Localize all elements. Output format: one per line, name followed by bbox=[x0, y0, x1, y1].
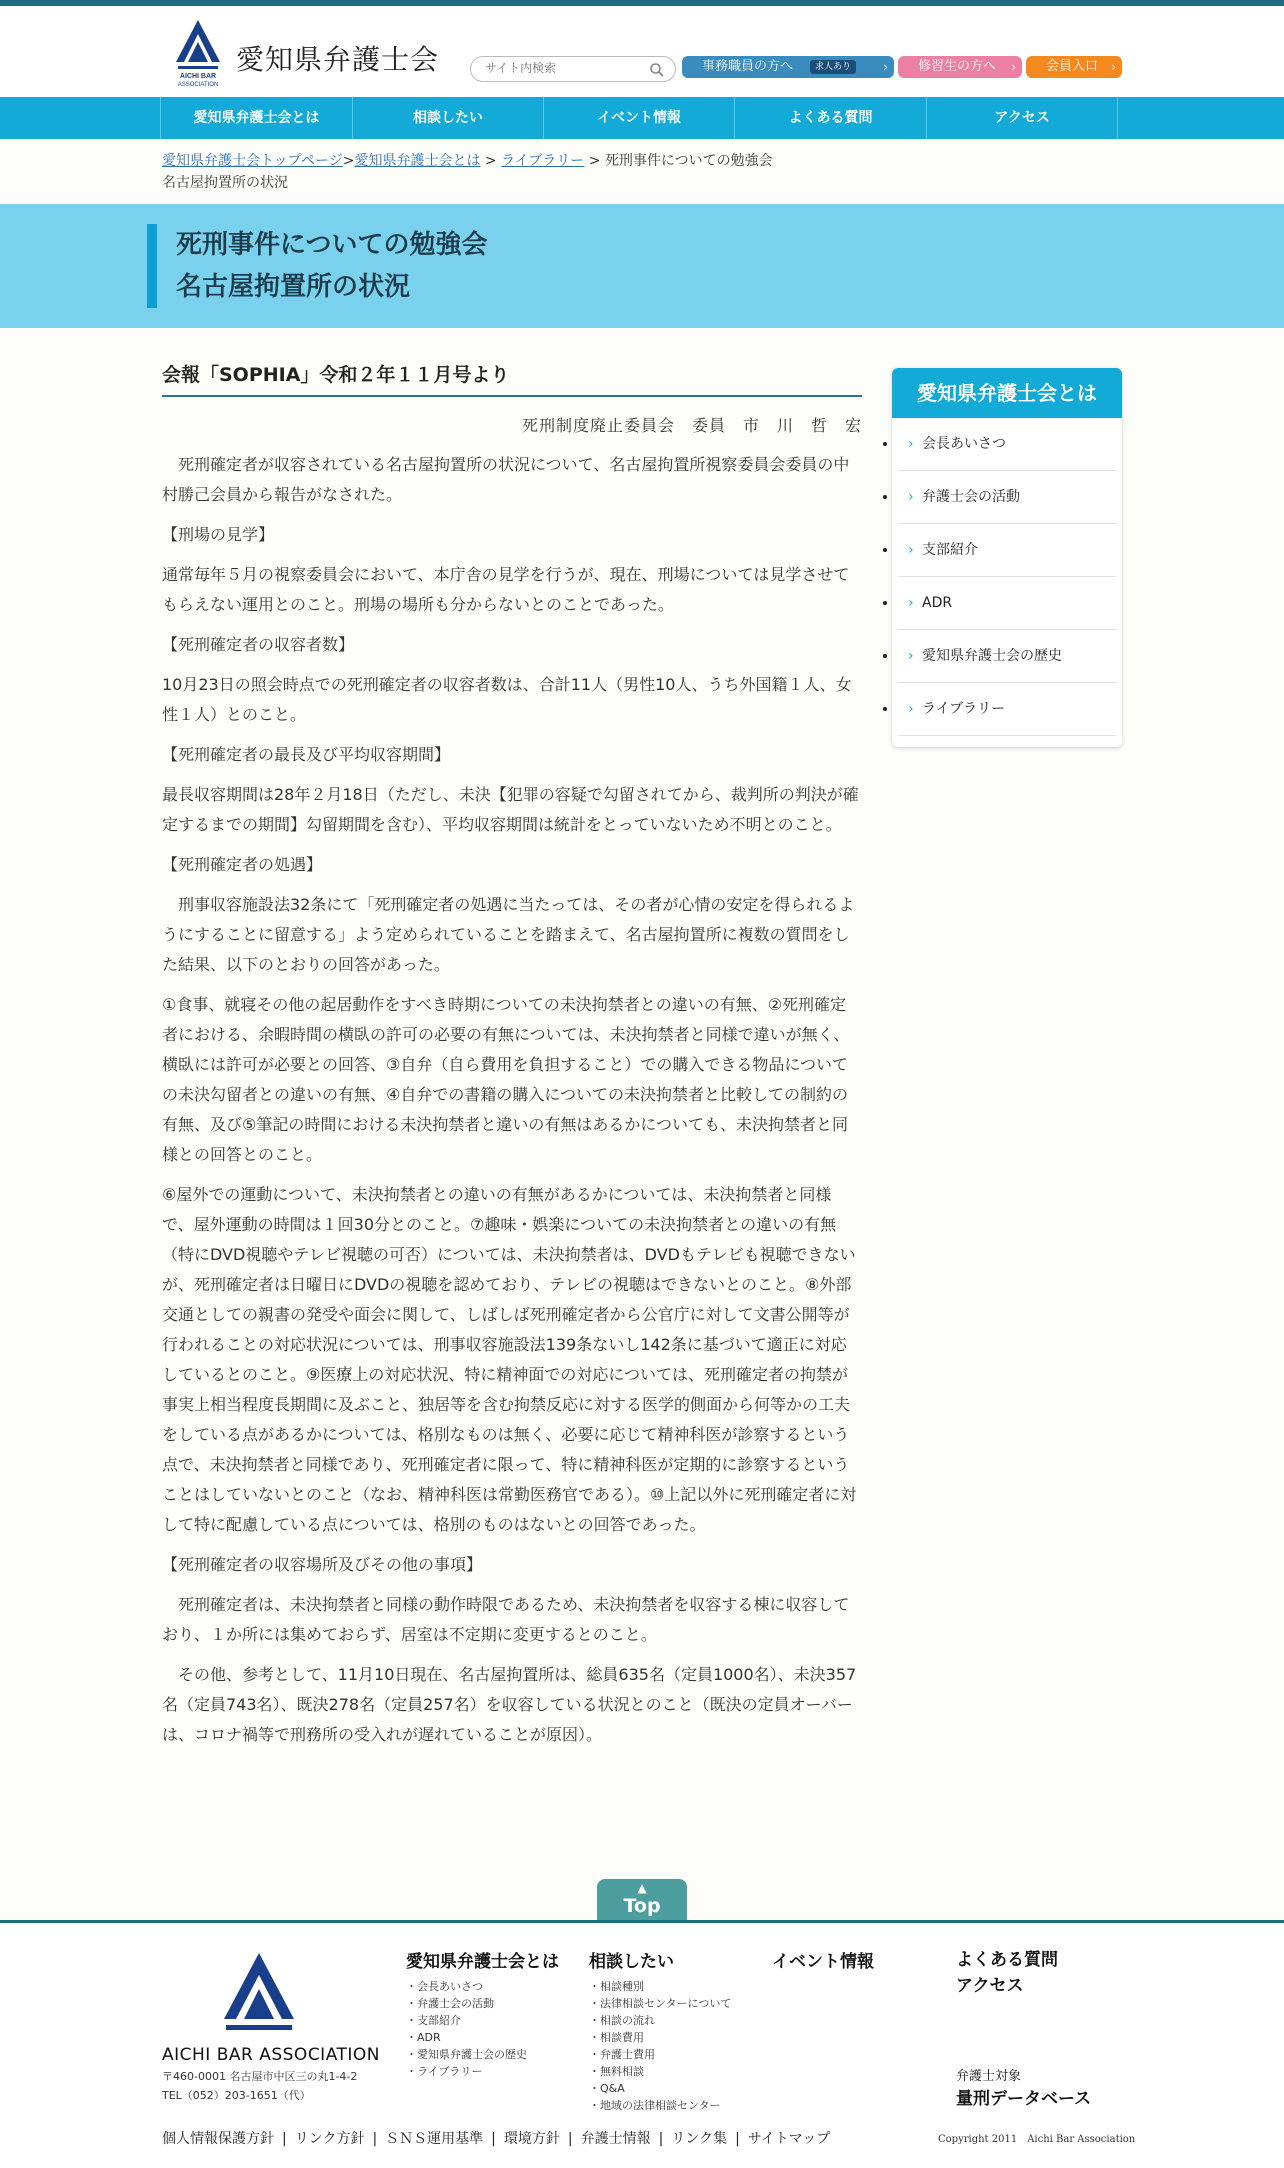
trainee-button[interactable] bbox=[898, 56, 1022, 78]
article-paragraph: 死刑確定者は、未決拘禁者と同様の動作時限であるため、未決拘禁者を収容する棟に収容しており、１か所には集めておらず、居室は不定期に変更するとのこと。 bbox=[162, 1595, 850, 1644]
sidebar-list bbox=[892, 418, 1122, 736]
site-search bbox=[470, 56, 676, 82]
breadcrumb-sep: > bbox=[480, 153, 502, 169]
footer-access-link[interactable]: アクセス bbox=[956, 1976, 1024, 1996]
db-target-label: 弁護士対象 bbox=[956, 2069, 1022, 2084]
search-input[interactable] bbox=[485, 61, 645, 75]
chevron-right-icon: • › bbox=[908, 701, 914, 717]
arrow-up-icon: ▲ bbox=[637, 1881, 647, 1895]
footer-link[interactable]: ・ 相談種別 bbox=[589, 1978, 731, 1995]
footer-faq-link[interactable]: よくある質問 bbox=[956, 1950, 1058, 1970]
chevron-right-icon: • › bbox=[908, 595, 914, 611]
db-title: 量刑データベース bbox=[956, 2089, 1092, 2109]
sidebar-item-history[interactable] bbox=[898, 630, 1116, 683]
footer-address bbox=[162, 2067, 357, 2105]
footer-col-about bbox=[406, 1947, 559, 2080]
page-title-line1: 死刑事件についての勉強会 bbox=[176, 230, 488, 260]
footer-link[interactable]: ・ 会長あいさつ bbox=[406, 1978, 559, 1995]
chevron-right-icon: • › bbox=[908, 436, 914, 452]
footer-col-title[interactable]: 愛知県弁護士会とは bbox=[406, 1952, 559, 1972]
footer-link-environment[interactable]: 環境方針 bbox=[503, 2131, 560, 2147]
breadcrumb-current-line1: 死刑事件についての勉強会 bbox=[604, 153, 773, 169]
logo-sub-line2: ASSOCIATION bbox=[177, 82, 219, 88]
chevron-right-icon: • › bbox=[908, 489, 914, 505]
footer-link[interactable]: ・ 弁護士会の活動 bbox=[406, 1995, 559, 2012]
footer-link-privacy[interactable]: 個人情報保護方針 bbox=[162, 2131, 274, 2147]
sidebar-item-library[interactable] bbox=[898, 683, 1116, 736]
breadcrumb-about-link[interactable]: 愛知県弁護士会とは bbox=[354, 153, 481, 169]
footer-link[interactable]: ・ 法律相談センターについて bbox=[589, 1995, 731, 2012]
nav-faq[interactable]: よくある質問 bbox=[735, 97, 927, 139]
footer-link-links[interactable]: リンク集 bbox=[671, 2131, 728, 2147]
footer-link[interactable]: ・ 相談費用 bbox=[589, 2029, 731, 2046]
article-subheading: 【刑場の見学】 bbox=[162, 525, 275, 544]
footer-col-events bbox=[772, 1947, 874, 1978]
footer-sep: | bbox=[282, 2131, 287, 2147]
sidebar-item-adr[interactable] bbox=[898, 577, 1116, 630]
footer-link[interactable]: ・ 支部紹介 bbox=[406, 2012, 559, 2029]
sidebar-item-label: 会長あいさつ bbox=[922, 436, 1006, 452]
site-footer bbox=[0, 1920, 1284, 2168]
footer-tel: TEL（052）203-1651（代） bbox=[162, 2089, 311, 2102]
article-subheading: 【死刑確定者の収容者数】 bbox=[162, 635, 355, 654]
footer-sep: | bbox=[658, 2131, 664, 2147]
sidebar-item-label: 支部紹介 bbox=[922, 542, 978, 558]
footer-link[interactable]: ・ ADR bbox=[406, 2029, 559, 2046]
footer-sep: | bbox=[491, 2131, 496, 2147]
article-subheading: 【死刑確定者の処遇】 bbox=[162, 855, 323, 874]
footer-faq-access bbox=[956, 1947, 1058, 1999]
footer-links bbox=[162, 2128, 830, 2148]
chevron-right-icon: › bbox=[1111, 60, 1116, 74]
chevron-right-icon: • › bbox=[908, 648, 914, 664]
article-paragraph: 最長収容期間は28年２月18日（ただし、未決【犯罪の容疑で勾留されてから、裁判所の判決が確定するまでの期間】勾留期間を含む）、平均収容期間は統計をとっていないため不明とのこと。 bbox=[162, 785, 859, 834]
page-title bbox=[176, 224, 487, 308]
nav-events[interactable]: イベント情報 bbox=[544, 97, 735, 139]
chevron-right-icon: › bbox=[1011, 60, 1016, 74]
job-badge: 求人あり bbox=[810, 60, 856, 74]
footer-link-link-policy[interactable]: リンク方針 bbox=[294, 2131, 365, 2147]
sidebar-item-activities[interactable] bbox=[898, 471, 1116, 524]
copyright: Copyright 2011 Aichi Bar Association bbox=[938, 2134, 1136, 2145]
nav-consult[interactable]: 相談したい bbox=[353, 97, 544, 139]
breadcrumb-library-link[interactable]: ライブラリー bbox=[501, 153, 585, 169]
logo-sub-line1: AICHI BAR bbox=[179, 73, 217, 80]
article bbox=[162, 360, 862, 1760]
article-author: 死刑制度廃止委員会 委員 市 川 哲 宏 bbox=[521, 416, 862, 435]
site-header bbox=[0, 6, 1284, 97]
global-nav bbox=[0, 97, 1284, 139]
footer-sep: | bbox=[372, 2131, 378, 2147]
sidebar-title[interactable]: 愛知県弁護士会とは bbox=[892, 368, 1122, 418]
nav-about[interactable]: 愛知県弁護士会とは bbox=[160, 97, 353, 139]
page-title-line2: 名古屋拘置所の状況 bbox=[176, 272, 411, 302]
sidebar-item-label: 弁護士会の活動 bbox=[922, 489, 1020, 505]
footer-org-name: AICHI BAR ASSOCIATION bbox=[162, 2045, 381, 2065]
page-title-band bbox=[0, 204, 1284, 328]
breadcrumb-top-link[interactable]: 愛知県弁護士会トップページ bbox=[162, 153, 343, 169]
title-accent-mark bbox=[147, 224, 157, 308]
article-paragraph: 通常毎年５月の視察委員会において、本庁舎の見学を行うが、現在、刑場については見学させてもらえない運用とのこと。刑場の場所も分からないとのことであった。 bbox=[162, 565, 850, 614]
chevron-right-icon: › bbox=[883, 60, 888, 74]
breadcrumb-sep: > bbox=[342, 153, 355, 169]
footer-sep: | bbox=[567, 2131, 573, 2147]
footer-sep: | bbox=[735, 2131, 740, 2147]
footer-col-title[interactable]: 相談したい bbox=[589, 1952, 674, 1972]
article-subheading: 【死刑確定者の収容場所及びその他の事項】 bbox=[162, 1555, 483, 1574]
back-to-top-label: Top bbox=[623, 1895, 661, 1917]
article-heading: 会報「SOPHIA」令和２年１１月号より bbox=[162, 360, 862, 397]
article-paragraph: ①食事、就寝その他の起居動作をすべき時期についての未決拘禁者との違いの有無、②死刑確定者における、余暇時間の横臥の許可の必要の有無については、未決拘禁者と同様で違いが無く、横臥には許可が必要との回答、③自弁（自ら費用を負担すること）での購入できる物品についての未決勾留者との違いの有無、④自弁での書籍の購入についての未決拘禁者と比較しての制約の有無、及び⑤筆記の時間における未決拘禁者と違いの有無はあるかについても、未決拘禁者と同様との回答とのこと。 bbox=[162, 995, 850, 1164]
sidebar-item-label: ライブラリー bbox=[922, 701, 1006, 717]
article-paragraph: 10月23日の照会時点での死刑確定者の収容者数は、合計11人（男性10人、うち外国籍１人、女性１人）とのこと。 bbox=[162, 675, 852, 724]
sidebar bbox=[892, 368, 1122, 747]
article-subheading: 【死刑確定者の最長及び平均収容期間】 bbox=[162, 745, 451, 764]
footer-link[interactable]: ・ Q&A bbox=[589, 2080, 731, 2097]
trainee-button-label: 修習生の方へ bbox=[918, 59, 997, 74]
chevron-right-icon: • › bbox=[908, 542, 914, 558]
back-to-top-button[interactable] bbox=[597, 1879, 687, 1921]
footer-link[interactable]: ・ 地域の法律相談センター bbox=[589, 2097, 731, 2114]
footer-logo-icon[interactable] bbox=[218, 1949, 300, 2035]
member-login-label: 会員入口 bbox=[1046, 59, 1099, 74]
footer-link-sns[interactable]: ＳＮＳ運用基準 bbox=[385, 2131, 484, 2147]
search-icon[interactable] bbox=[649, 62, 665, 78]
member-login-button[interactable] bbox=[1026, 56, 1122, 78]
footer-link-lawyer-info[interactable]: 弁護士情報 bbox=[580, 2131, 651, 2147]
footer-link[interactable]: ・ 弁護士費用 bbox=[589, 2046, 731, 2063]
footer-address-line: 〒460-0001 名古屋市中区三の丸1-4-2 bbox=[162, 2070, 358, 2083]
footer-col-consult bbox=[589, 1947, 731, 2114]
article-body bbox=[162, 450, 862, 1750]
article-paragraph: 死刑確定者が収容されている名古屋拘置所の状況について、名古屋拘置所視察委員会委員の中村勝己会員から報告がなされた。 bbox=[162, 455, 850, 504]
sidebar-item-label: ADR bbox=[922, 595, 953, 611]
article-paragraph: その他、参考として、11月10日現在、名古屋拘置所は、総員635名（定員1000名）、未決357名（定員743名）、既決278名（定員257名）を収容している状況とのこと（既決の定員オーバーは、コロナ禍等で刑務所の受入れが遅れていることが原因）。 bbox=[162, 1665, 857, 1744]
article-paragraph: 刑事収容施設法32条にて「死刑確定者の処遇に当たっては、その者が心情の安定を得られるようにすることに留意する」よう定められていることを踏まえて、名古屋拘置所に複数の質問をした結果、以下のとおりの回答があった。 bbox=[162, 895, 855, 974]
sidebar-item-greeting[interactable] bbox=[898, 418, 1116, 471]
breadcrumb bbox=[162, 150, 802, 194]
footer-link[interactable]: ・ 無料相談 bbox=[589, 2063, 731, 2080]
breadcrumb-current-line2: 名古屋拘置所の状況 bbox=[162, 175, 288, 191]
footer-link[interactable]: ・ ライブラリー bbox=[406, 2063, 559, 2080]
footer-link-sitemap[interactable]: サイトマップ bbox=[747, 2131, 831, 2147]
sidebar-item-label: 愛知県弁護士会の歴史 bbox=[922, 648, 1062, 664]
aichi-bar-logo-icon[interactable] bbox=[170, 16, 226, 88]
staff-button-label: 事務職員の方へ bbox=[702, 59, 794, 74]
staff-button[interactable] bbox=[682, 56, 894, 78]
article-paragraph: ⑥屋外での運動について、未決拘禁者との違いの有無があるかについては、未決拘禁者と同様で、屋外運動の時間は１回30分とのこと。⑦趣味・娯楽についての未決拘禁者との違いの有無（特にDVD視聴やテレビ視聴の可否）については、未決拘禁者は、DVDもテレビも視聴できないが、死刑確定者は日曜日にDVDの視聴を認めており、テレビの視聴はできないとのこと。⑧外部交通としての親書の発受や面会に関して、しばしば死刑確定者から公官庁に対して文書公開等が行われることの対応状況については、刑事収容施設法139条ないし142条に基づいて適正に対応しているとのこと。⑨医療上の対応状況、特に精神面での対応については、死刑確定者の拘禁が事実上相当程度長期間に及ぶこと、独居等を含む拘禁反応に対する医学的側面から何等かの工夫をしている点があるかについては、格別なものは無く、必要に応じて精神科医が診察するという点で、未決拘禁者と同様であり、死刑確定者に限って、特に精神科医が定期的に診察するということはしていないとのこと（なお、精神科医は常勤医務官である）。⑩上記以外に死刑確定者に対して特に配慮している点については、格別のものはないとの回答であった。 bbox=[162, 1185, 857, 1534]
nav-access[interactable]: アクセス bbox=[927, 97, 1118, 139]
footer-link[interactable]: ・ 愛知県弁護士会の歴史 bbox=[406, 2046, 559, 2063]
footer-link[interactable]: ・ 相談の流れ bbox=[589, 2012, 731, 2029]
breadcrumb-sep: > bbox=[584, 153, 605, 169]
sidebar-item-branches[interactable] bbox=[898, 524, 1116, 577]
sentencing-database-link[interactable] bbox=[956, 2065, 1091, 2109]
site-title-link[interactable]: 愛知県弁護士会 bbox=[236, 43, 440, 76]
footer-col-title[interactable]: イベント情報 bbox=[772, 1952, 874, 1972]
